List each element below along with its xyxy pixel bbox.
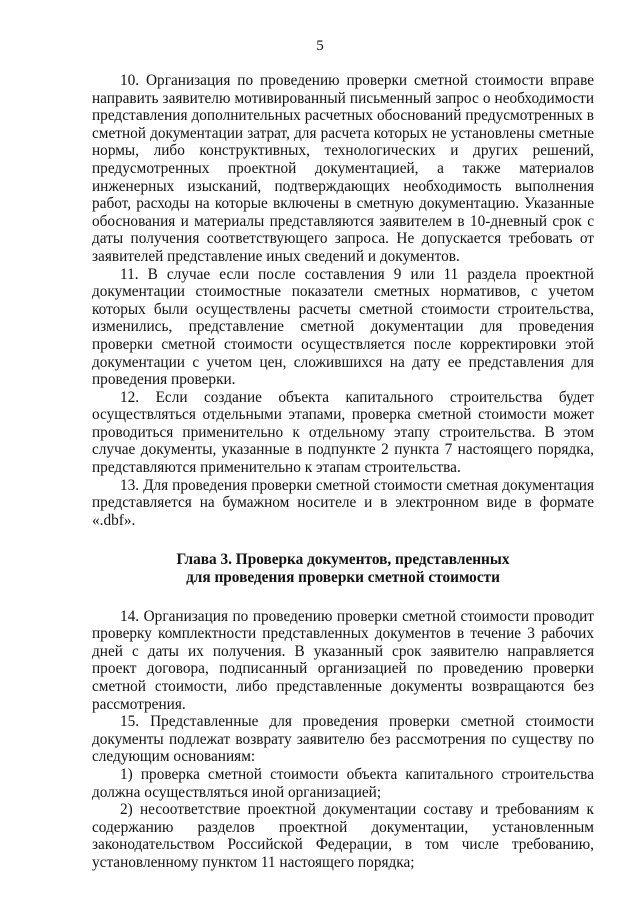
chapter-heading-line-2: для проведения проверки сметной стоимости [186, 569, 500, 587]
list-item-2: 2) несоответствие проектной документации составу и требованиям к содержанию разделов проектной документации, установленным законодательством Российской Федерации, в том числе требованию, установленному пунктом 11 настоящего порядка; [92, 801, 594, 871]
paragraph-10: 10. Организация по проведению проверки сметной стоимости вправе направить заявителю мотивированный письменный запрос о необходимости представления дополнительных расчетных обоснований предусмотренных в сметной документации затрат, для расчета которых не установлены сметные нормы, либо конструктивных, технологических и других решений, предусмотренных проектной документацией, а также материалов инженерных изысканий, подтверждающих необходимость выполнения работ, расходы на которые включены в сметную документацию. Указанные обоснования и материалы представляются заявителем в 10-дневный срок с даты получения соответствующего запроса. Не допускается требовать от заявителей представление иных сведений и документов. [92, 72, 594, 265]
paragraph-13: 13. Для проведения проверки сметной стоимости сметная документация представляется на бумажном носителе и в электронном виде в формате «.dbf». [92, 476, 594, 529]
paragraph-11: 11. В случае если после составления 9 или 11 раздела проектной документации стоимостные показатели сметных нормативов, с учетом которых были осуществлены расчеты сметной стоимости строительства, изменились, представление сметной документации для проведения проверки сметной стоимости осуществляется после корректировки этой документации с учетом цен, сложившихся на дату ее представления для проведения проверки. [92, 265, 594, 389]
page-number: 5 [316, 38, 324, 54]
chapter-heading-line-1: Глава 3. Проверка документов, представленных [176, 551, 510, 569]
document-body [92, 72, 594, 872]
list-item-1: 1) проверка сметной стоимости объекта капитального строительства должна осуществляться иной организацией; [92, 765, 594, 801]
paragraph-14: 14. Организация по проведению проверки сметной стоимости проводит проверку комплектности представленных документов в течение 3 рабочих дней с даты их получения. В указанный срок заявителю направляется проект договора, подписанный организацией по проведению проверки сметной стоимости, либо представленные документы возвращаются без рассмотрения. [92, 607, 594, 713]
chapter-heading [92, 551, 594, 586]
paragraph-15: 15. Представленные для проведения проверки сметной стоимости документы подлежат возврату заявителю без рассмотрения по существу по следующим основаниям: [92, 713, 594, 766]
paragraph-12: 12. Если создание объекта капитального строительства будет осуществляться отдельными этапами, проверка сметной стоимости может проводиться применительно к отдельному этапу строительства. В этом случае документы, указанные в подпункте 2 пункта 7 настоящего порядка, представляются применительно к этапам строительства. [92, 388, 594, 477]
